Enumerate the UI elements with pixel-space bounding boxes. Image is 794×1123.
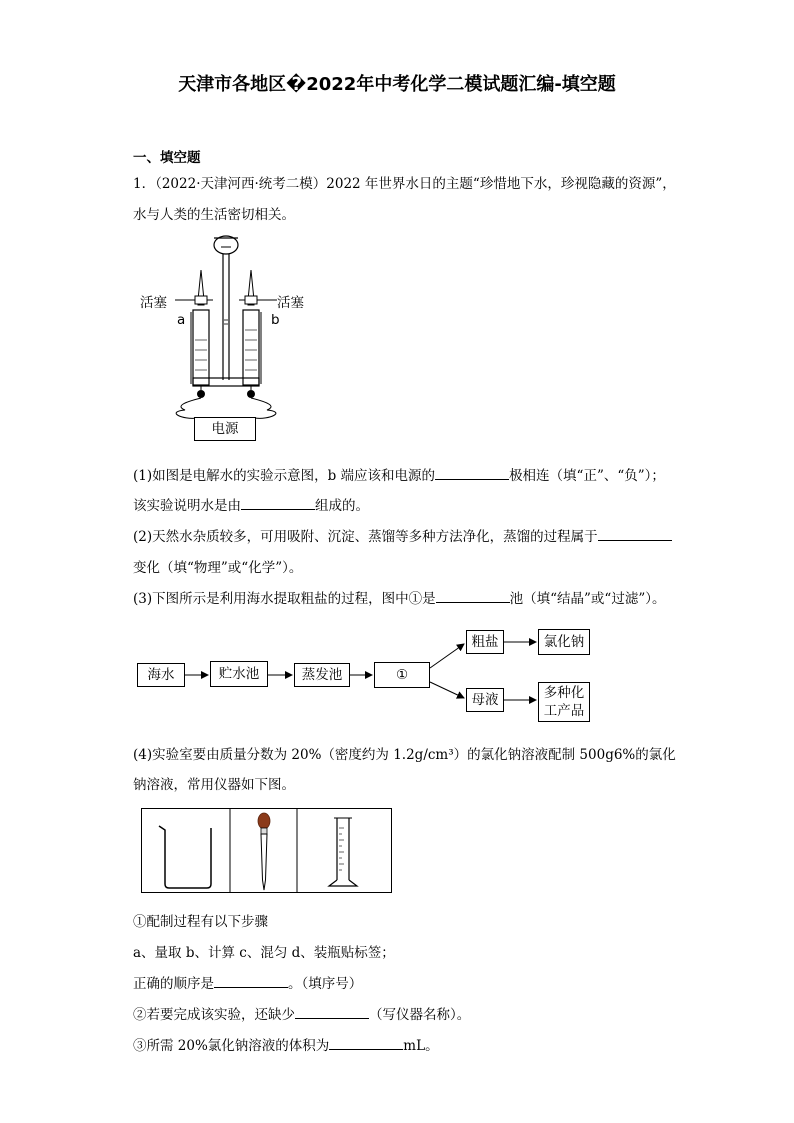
flow-crude-salt: 粗盐 [466, 630, 504, 654]
tube-a-label: a [177, 312, 186, 328]
flow-storage-pool: 贮水池 [210, 661, 268, 687]
answer-blank-4[interactable] [436, 588, 510, 603]
dropper-icon [258, 813, 270, 890]
q1-part4-line1: (4)实验室要由质量分数为 20%（密度约为 1.2g/cm³）的氯化钠溶液配制 500g6%的氯化 [133, 747, 676, 763]
flow-mother-liquor: 母液 [466, 688, 504, 712]
answer-blank-3[interactable] [598, 526, 672, 541]
valve-left-label: 活塞 [140, 295, 167, 311]
q1-missing-text-a: ②若要完成该实验，还缺少 [133, 1007, 295, 1023]
tube-b-label: b [271, 312, 280, 328]
q1-part3-text-b: 池（填“结晶”或“过滤”）。 [509, 591, 666, 607]
flow-evaporation-pool: 蒸发池 [294, 663, 350, 687]
q1-volume-text-a: ③所需 20%氯化钠溶液的体积为 [133, 1038, 330, 1054]
graduated-cylinder-icon [329, 818, 357, 886]
q1-part1-text-b: 极相连（填“正”、“负”）； [509, 468, 665, 484]
flow-products-line1: 多种化 [543, 685, 585, 701]
answer-blank-6[interactable] [295, 1004, 369, 1019]
q1-part4-line2: 钠溶液，常用仪器如下图。 [133, 777, 295, 793]
valve-right-label: 活塞 [277, 295, 304, 311]
q1-part3-text-a: (3)下图所示是利用海水提取粗盐的过程，图中①是 [133, 591, 436, 607]
section-heading: 一、填空题 [133, 150, 201, 166]
q1-step-intro: ①配制过程有以下步骤 [133, 914, 268, 930]
q1-part1-line1 [133, 464, 665, 484]
q1-part3-line [133, 587, 665, 607]
q1-part1-text-a: (1)如图是电解水的实验示意图，b 端应该和电源的 [133, 468, 436, 484]
beaker-icon [159, 826, 211, 888]
q1-volume-text-b: mL。 [403, 1038, 439, 1054]
q1-missing-text-b: （写仪器名称）。 [369, 1007, 471, 1023]
q1-part2-line2: 变化（填“物理”或“化学”）。 [133, 560, 303, 576]
q1-step-order [133, 972, 362, 992]
answer-blank-2[interactable] [241, 495, 315, 510]
flow-unknown-step: ① [374, 662, 430, 688]
electrolysis-diagram [135, 230, 315, 445]
q1-intro-line2: 水与人类的生活密切相关。 [133, 207, 295, 223]
q1-missing-instrument [133, 1003, 470, 1023]
flow-products-line2: 工产品 [543, 703, 585, 719]
flow-seawater: 海水 [137, 663, 185, 687]
flow-chemical-products [538, 682, 590, 722]
q1-part2-line1 [133, 525, 672, 545]
q1-part1-text-c: 该实验说明水是由 [133, 498, 241, 514]
q1-step-order-text-a: 正确的顺序是 [133, 976, 214, 992]
power-source-box: 电源 [194, 417, 256, 441]
q1-part1-text-d: 组成的。 [315, 498, 369, 514]
q1-step-list: a、量取 b、计算 c、混匀 d、装瓶贴标签； [133, 945, 395, 961]
flow-sodium-chloride: 氯化钠 [538, 629, 590, 655]
answer-blank-1[interactable] [435, 465, 509, 480]
instruments-figure [141, 808, 393, 894]
q1-part2-text-a: (2)天然水杂质较多，可用吸附、沉淀、蒸馏等多种方法净化，蒸馏的过程属于 [133, 529, 598, 545]
page-title: 天津市各地区�2022年中考化学二模试题汇编-填空题 [178, 74, 616, 95]
q1-intro-line1: 1．（2022·天津河西·统考二模）2022 年世界水日的主题“珍惜地下水，珍视隐藏的资源”， [133, 176, 676, 192]
q1-step-order-text-b: 。（填序号） [288, 976, 363, 992]
q1-part1-line2 [133, 494, 369, 514]
answer-blank-7[interactable] [329, 1035, 403, 1050]
answer-blank-5[interactable] [214, 973, 288, 988]
q1-volume [133, 1034, 439, 1054]
